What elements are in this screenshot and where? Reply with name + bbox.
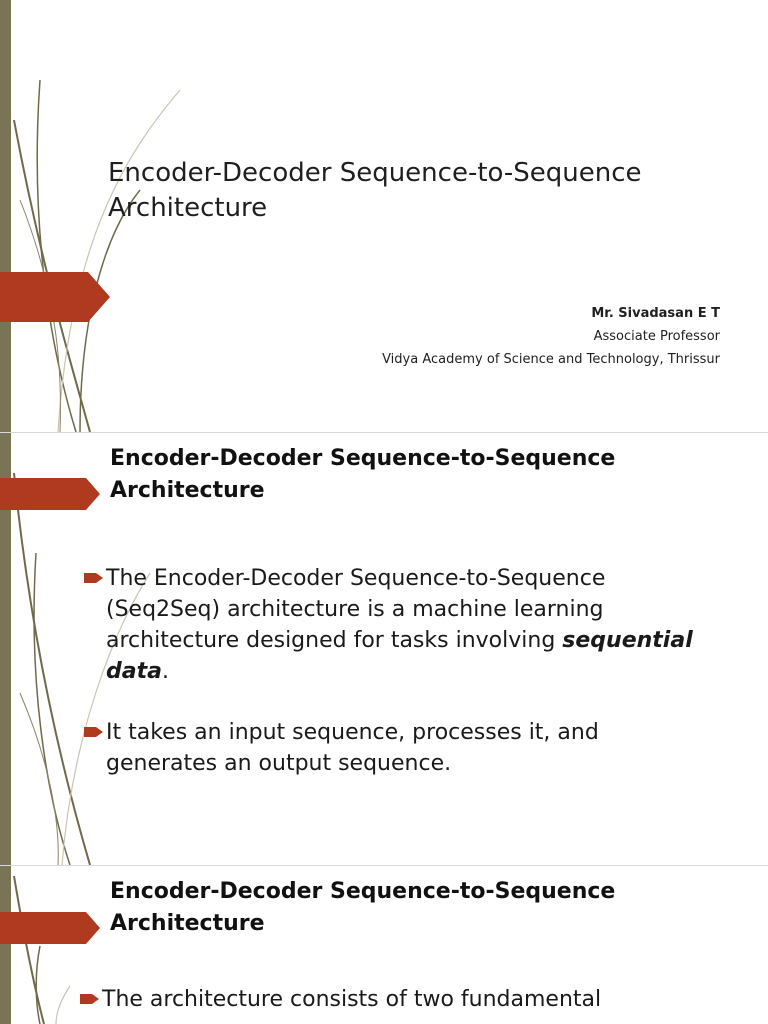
arrow-bullet-icon — [84, 572, 104, 584]
content-slide — [0, 433, 768, 865]
accent-tab — [0, 478, 100, 510]
slide-heading: Encoder-Decoder Sequence-to-Sequence Architecture — [110, 879, 616, 936]
bullet-suffix: . — [161, 659, 169, 684]
list-item — [84, 717, 704, 779]
content-slide-partial — [0, 866, 768, 1024]
bullet-text: It takes an input sequence, processes it, and generates an output sequence. — [106, 720, 599, 776]
bullet-emphasis: sequential data — [106, 628, 693, 684]
author-name: Mr. Sivadasan E T — [591, 306, 720, 321]
author-block — [382, 302, 720, 371]
slide-heading: Encoder-Decoder Sequence-to-Sequence Architecture — [110, 446, 616, 503]
list-item — [84, 563, 704, 687]
bullet-list — [84, 563, 704, 809]
accent-tab — [0, 912, 100, 944]
bullet-text: The Encoder-Decoder Sequence-to-Sequence (Seq2Seq) architecture is a machine learning architecture designed for tasks involving — [106, 566, 606, 653]
author-role: Associate Professor — [593, 329, 720, 344]
title-slide — [0, 0, 768, 432]
slide-title: Encoder-Decoder Sequence-to-Sequence Architecture — [108, 158, 642, 223]
bullet-list — [80, 984, 700, 1024]
list-item — [80, 984, 700, 1015]
arrow-bullet-icon — [80, 993, 100, 1005]
arrow-bullet-icon — [84, 726, 104, 738]
bullet-text: The architecture consists of two fundamental — [102, 987, 602, 1012]
author-institution: Vidya Academy of Science and Technology, Thrissur — [382, 352, 720, 367]
accent-tab — [0, 272, 110, 322]
